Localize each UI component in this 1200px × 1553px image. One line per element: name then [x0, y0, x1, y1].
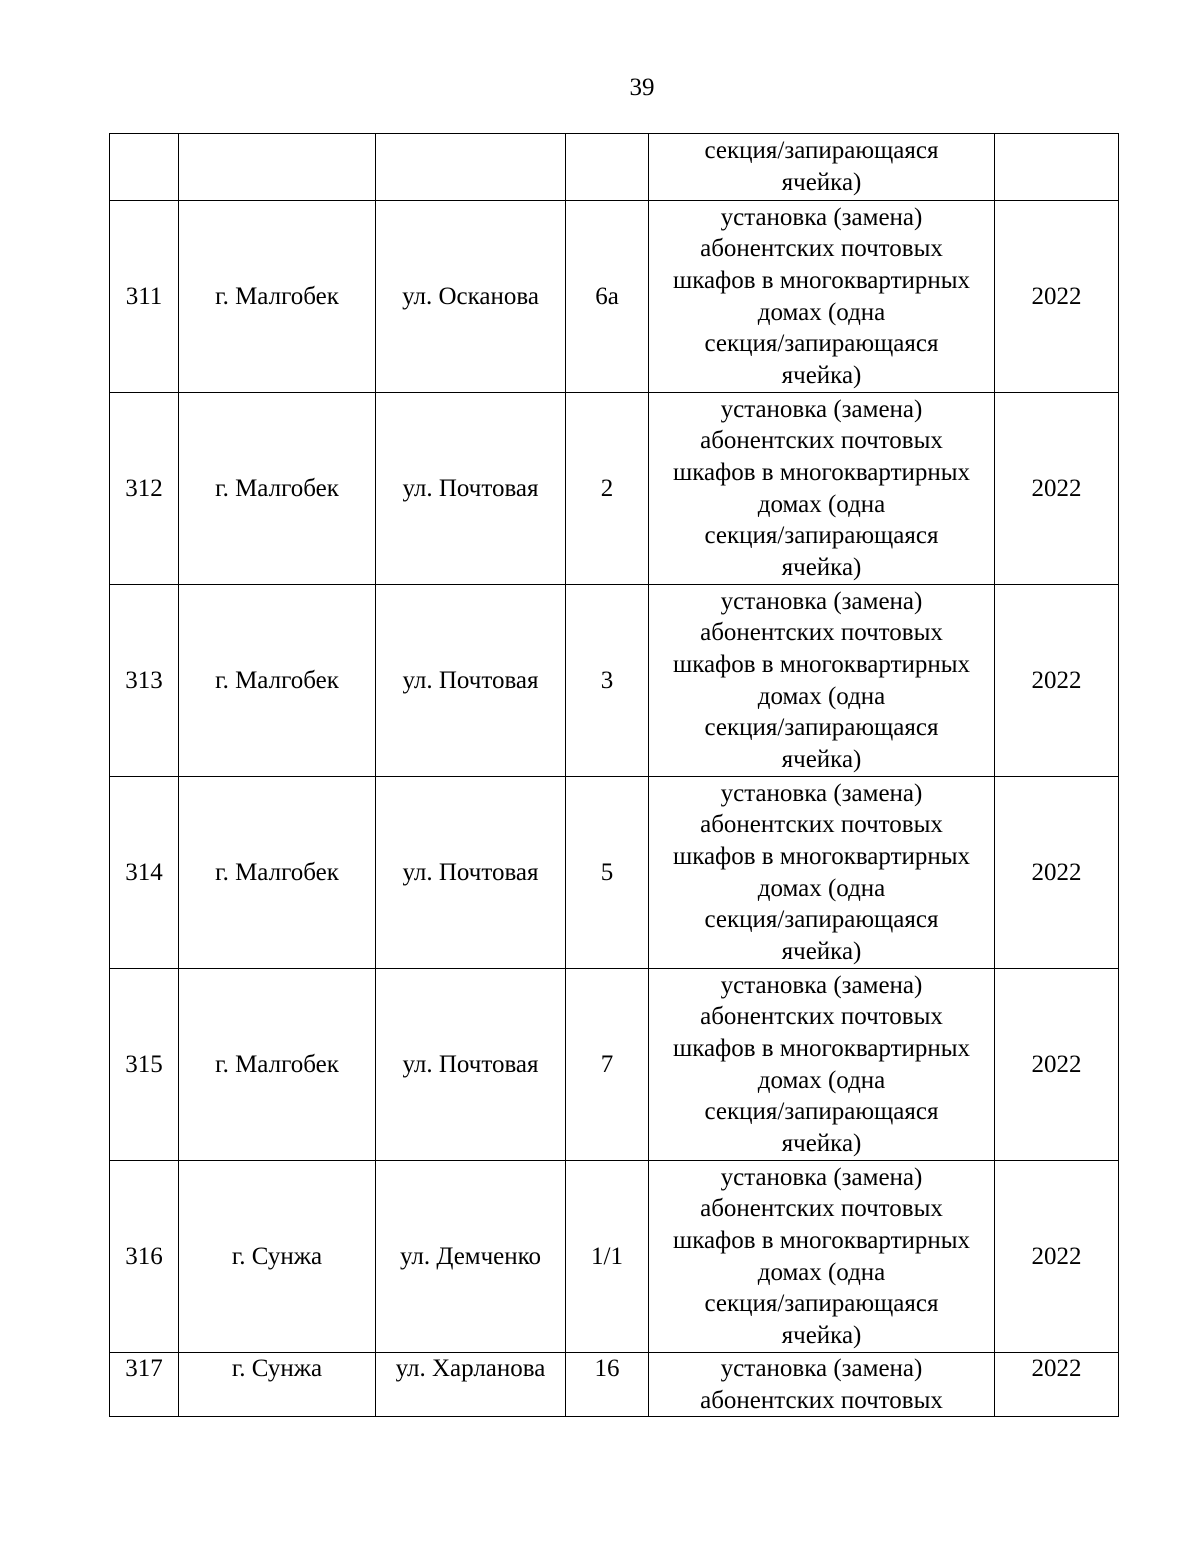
work-line: шкафов в многоквартирных — [672, 266, 971, 294]
work-line: абонентских почтовых — [700, 1386, 943, 1414]
city-cell: г. Малгобек — [179, 201, 376, 393]
street-cell: ул. Осканова — [376, 201, 566, 393]
work-line: домах (одна — [757, 1066, 886, 1094]
city-cell: г. Малгобек — [179, 777, 376, 969]
work-line: абонентских почтовых — [700, 811, 943, 839]
num-cell: 315 — [110, 969, 179, 1161]
work-line: установка (замена) — [720, 1355, 923, 1382]
work-line: установка (замена) — [720, 395, 923, 423]
work-cell — [649, 134, 995, 201]
work-cell — [649, 777, 995, 969]
work-line: шкафов в многоквартирных — [672, 458, 971, 486]
continuation-row — [110, 134, 1119, 201]
work-line: шкафов в многоквартирных — [672, 650, 971, 678]
year-cell: 2022 — [995, 777, 1119, 969]
year-cell: 2022 — [995, 393, 1119, 585]
work-line: ячейка) — [781, 937, 862, 965]
street-cell — [376, 134, 566, 201]
table-row — [110, 393, 1119, 585]
house-cell: 2 — [566, 393, 649, 585]
num-cell — [110, 134, 179, 201]
num-cell: 317 — [110, 1353, 179, 1417]
year-cell: 2022 — [995, 969, 1119, 1161]
house-cell: 16 — [566, 1353, 649, 1417]
house-cell: 7 — [566, 969, 649, 1161]
work-line: установка (замена) — [720, 779, 923, 807]
num-cell: 313 — [110, 585, 179, 777]
work-line: ячейка) — [781, 745, 862, 773]
work-line: шкафов в многоквартирных — [672, 1034, 971, 1062]
table-row — [110, 1161, 1119, 1353]
work-line: домах (одна — [757, 298, 886, 326]
year-cell — [995, 134, 1119, 201]
street-cell: ул. Почтовая — [376, 969, 566, 1161]
work-cell — [649, 1161, 995, 1353]
house-cell: 5 — [566, 777, 649, 969]
work-line: установка (замена) — [720, 587, 923, 615]
work-line: домах (одна — [757, 490, 886, 518]
work-line: секция/запирающаяся — [704, 330, 939, 358]
work-line: ячейка) — [781, 169, 862, 196]
num-cell: 312 — [110, 393, 179, 585]
house-cell: 1/1 — [566, 1161, 649, 1353]
city-cell: г. Малгобек — [179, 969, 376, 1161]
work-line: домах (одна — [757, 1258, 886, 1286]
year-cell: 2022 — [995, 585, 1119, 777]
work-line: домах (одна — [757, 682, 886, 710]
city-cell: г. Сунжа — [179, 1161, 376, 1353]
num-cell: 316 — [110, 1161, 179, 1353]
street-cell: ул. Почтовая — [376, 585, 566, 777]
work-schedule-table — [109, 133, 1119, 1417]
table-row — [110, 777, 1119, 969]
table-row — [110, 201, 1119, 393]
table-row — [110, 585, 1119, 777]
work-cell — [649, 969, 995, 1161]
num-cell: 311 — [110, 201, 179, 393]
street-cell: ул. Демченко — [376, 1161, 566, 1353]
city-cell: г. Малгобек — [179, 585, 376, 777]
work-line: установка (замена) — [720, 203, 923, 231]
year-cell: 2022 — [995, 201, 1119, 393]
work-line: установка (замена) — [720, 971, 923, 999]
work-line: шкафов в многоквартирных — [672, 1226, 971, 1254]
work-cell — [649, 1353, 995, 1417]
work-line: абонентских почтовых — [700, 1195, 943, 1223]
year-cell: 2022 — [995, 1161, 1119, 1353]
work-line: секция/запирающаяся — [704, 522, 939, 550]
work-line: ячейка) — [781, 553, 862, 581]
street-cell: ул. Почтовая — [376, 777, 566, 969]
num-cell: 314 — [110, 777, 179, 969]
work-line: ячейка) — [781, 1321, 862, 1349]
work-line: абонентских почтовых — [700, 619, 943, 647]
work-line: домах (одна — [757, 874, 886, 902]
city-cell: г. Малгобек — [179, 393, 376, 585]
work-line: секция/запирающаяся — [704, 1290, 939, 1318]
work-line: абонентских почтовых — [700, 1003, 943, 1031]
work-line: абонентских почтовых — [700, 427, 943, 455]
table-body — [110, 134, 1119, 1417]
table-row — [110, 1353, 1119, 1417]
street-cell: ул. Харланова — [376, 1353, 566, 1417]
work-line: абонентских почтовых — [700, 235, 943, 263]
work-line: шкафов в многоквартирных — [672, 842, 971, 870]
house-cell: 3 — [566, 585, 649, 777]
house-cell — [566, 134, 649, 201]
work-cell — [649, 585, 995, 777]
work-line: секция/запирающаяся — [704, 906, 939, 934]
city-cell: г. Сунжа — [179, 1353, 376, 1417]
work-line: ячейка) — [781, 1129, 862, 1157]
work-line: ячейка) — [781, 361, 862, 389]
work-cell — [649, 201, 995, 393]
page-number: 39 — [629, 74, 655, 101]
table-row — [110, 969, 1119, 1161]
work-line: секция/запирающаяся — [704, 137, 939, 165]
work-line: секция/запирающаяся — [704, 1098, 939, 1126]
house-cell: 6а — [566, 201, 649, 393]
street-cell: ул. Почтовая — [376, 393, 566, 585]
work-line: установка (замена) — [720, 1163, 923, 1191]
year-cell: 2022 — [995, 1353, 1119, 1417]
work-line: секция/запирающаяся — [704, 714, 939, 742]
work-cell — [649, 393, 995, 585]
city-cell — [179, 134, 376, 201]
